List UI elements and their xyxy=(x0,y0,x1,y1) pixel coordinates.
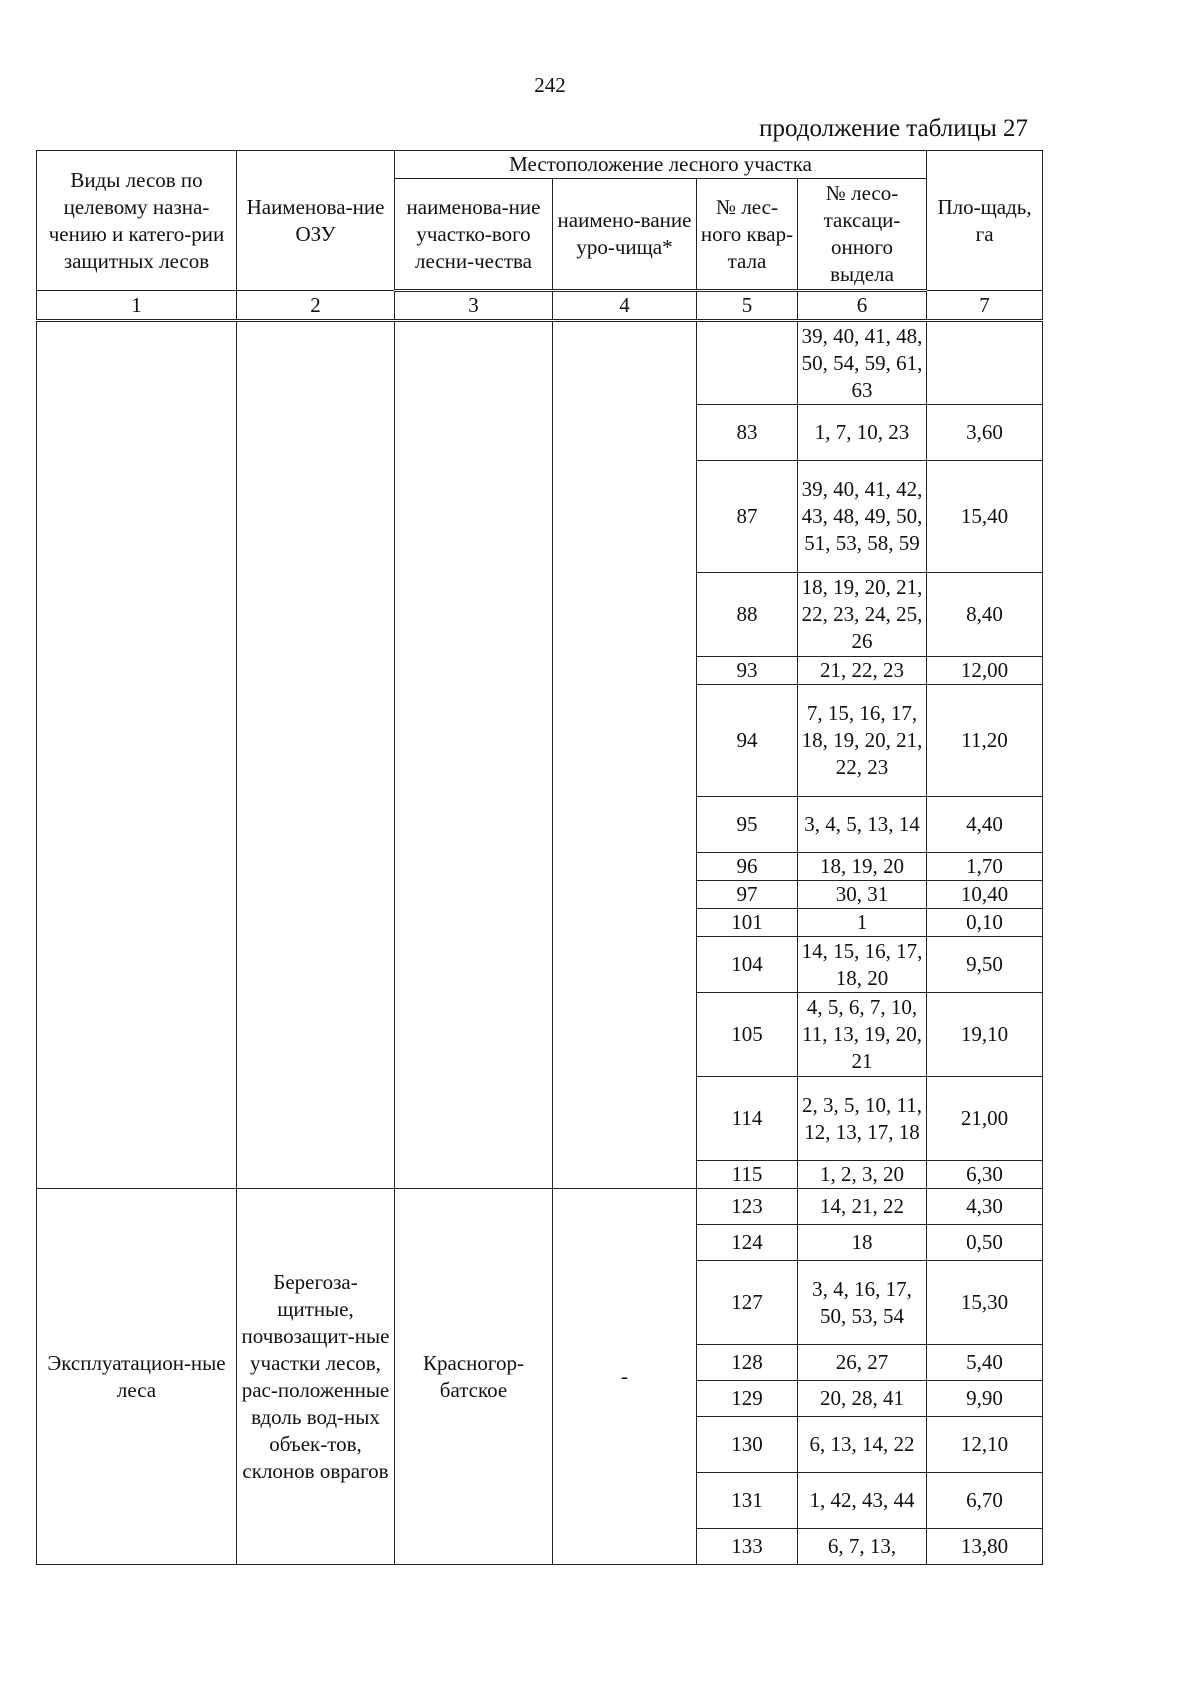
quarter-number-cell: 128 xyxy=(697,1345,798,1381)
area-cell: 6,70 xyxy=(927,1473,1043,1529)
area-cell: 21,00 xyxy=(927,1077,1043,1161)
plot-numbers-cell: 18 xyxy=(798,1225,927,1261)
area-cell: 5,40 xyxy=(927,1345,1043,1381)
quarter-number-cell: 131 xyxy=(697,1473,798,1529)
quarter-number-cell: 130 xyxy=(697,1417,798,1473)
quarter-number-cell: 83 xyxy=(697,405,798,461)
header-forestry-name: наименова-ние участко-вого лесни-чества xyxy=(395,179,553,291)
table-row xyxy=(37,1189,1043,1225)
plot-numbers-cell: 30, 31 xyxy=(798,881,927,909)
plot-numbers-cell: 1, 42, 43, 44 xyxy=(798,1473,927,1529)
table-row xyxy=(37,321,1043,405)
quarter-number-cell xyxy=(697,321,798,405)
quarter-number-cell: 101 xyxy=(697,909,798,937)
plot-numbers-cell: 39, 40, 41, 48, 50, 54, 59, 61, 63 xyxy=(798,321,927,405)
quarter-number-cell: 124 xyxy=(697,1225,798,1261)
column-number-5: 5 xyxy=(697,291,798,321)
column-number-6: 6 xyxy=(798,291,927,321)
quarter-number-cell: 95 xyxy=(697,797,798,853)
plot-numbers-cell: 20, 28, 41 xyxy=(798,1381,927,1417)
header-ozu-name: Наименова-ние ОЗУ xyxy=(237,151,395,291)
area-cell xyxy=(927,321,1043,405)
quarter-number-cell: 87 xyxy=(697,461,798,573)
area-cell: 1,70 xyxy=(927,853,1043,881)
quarter-number-cell: 97 xyxy=(697,881,798,909)
section1-tract-cell xyxy=(553,321,697,1189)
plot-numbers-cell: 14, 21, 22 xyxy=(798,1189,927,1225)
table-continuation-label: продолжение таблицы 27 xyxy=(759,115,1028,142)
plot-numbers-cell: 3, 4, 16, 17, 50, 53, 54 xyxy=(798,1261,927,1345)
quarter-number-cell: 114 xyxy=(697,1077,798,1161)
section1-ozu-name-cell xyxy=(237,321,395,1189)
area-cell: 4,40 xyxy=(927,797,1043,853)
area-cell: 10,40 xyxy=(927,881,1043,909)
forest-plots-table xyxy=(36,150,1043,1565)
quarter-number-cell: 93 xyxy=(697,657,798,685)
area-cell: 0,50 xyxy=(927,1225,1043,1261)
plot-numbers-cell: 4, 5, 6, 7, 10, 11, 13, 19, 20, 21 xyxy=(798,993,927,1077)
quarter-number-cell: 104 xyxy=(697,937,798,993)
quarter-number-cell: 94 xyxy=(697,685,798,797)
area-cell: 9,50 xyxy=(927,937,1043,993)
quarter-number-cell: 96 xyxy=(697,853,798,881)
plot-numbers-cell: 39, 40, 41, 42, 43, 48, 49, 50, 51, 53, 58, 59 xyxy=(798,461,927,573)
plot-numbers-cell: 18, 19, 20 xyxy=(798,853,927,881)
plot-numbers-cell: 1, 7, 10, 23 xyxy=(798,405,927,461)
plot-numbers-cell: 1, 2, 3, 20 xyxy=(798,1161,927,1189)
area-cell: 4,30 xyxy=(927,1189,1043,1225)
tract-name-cell: - xyxy=(553,1189,697,1565)
quarter-number-cell: 129 xyxy=(697,1381,798,1417)
column-number-3: 3 xyxy=(395,291,553,321)
header-quarter-number: № лес-ного квар-тала xyxy=(697,179,798,291)
forest-type-cell: Эксплуатацион-ные леса xyxy=(37,1189,237,1565)
table-body xyxy=(37,321,1043,1565)
column-number-2: 2 xyxy=(237,291,395,321)
header-area: Пло-щадь, га xyxy=(927,151,1043,291)
quarter-number-cell: 105 xyxy=(697,993,798,1077)
plot-numbers-cell: 2, 3, 5, 10, 11, 12, 13, 17, 18 xyxy=(798,1077,927,1161)
area-cell: 12,00 xyxy=(927,657,1043,685)
area-cell: 3,60 xyxy=(927,405,1043,461)
area-cell: 15,30 xyxy=(927,1261,1043,1345)
quarter-number-cell: 133 xyxy=(697,1529,798,1565)
column-number-1: 1 xyxy=(37,291,237,321)
column-number-4: 4 xyxy=(553,291,697,321)
area-cell: 19,10 xyxy=(927,993,1043,1077)
plot-numbers-cell: 6, 13, 14, 22 xyxy=(798,1417,927,1473)
area-cell: 9,90 xyxy=(927,1381,1043,1417)
plot-numbers-cell: 14, 15, 16, 17, 18, 20 xyxy=(798,937,927,993)
plot-numbers-cell: 6, 7, 13, xyxy=(798,1529,927,1565)
section1-forest-type-cell xyxy=(37,321,237,1189)
forestry-name-cell: Красногор-батское xyxy=(395,1189,553,1565)
plot-numbers-cell: 3, 4, 5, 13, 14 xyxy=(798,797,927,853)
quarter-number-cell: 88 xyxy=(697,573,798,657)
ozu-name-cell: Берегоза-щитные, почвозащит-ные участки лесов, рас-положенные вдоль вод-ных объек-тов, склонов оврагов xyxy=(237,1189,395,1565)
header-plot-numbers: № лесо-таксаци-онного выдела xyxy=(798,179,927,291)
area-cell: 15,40 xyxy=(927,461,1043,573)
area-cell: 0,10 xyxy=(927,909,1043,937)
area-cell: 11,20 xyxy=(927,685,1043,797)
section1-forestry-cell xyxy=(395,321,553,1189)
plot-numbers-cell: 7, 15, 16, 17, 18, 19, 20, 21, 22, 23 xyxy=(798,685,927,797)
header-tract-name: наимено-вание уро-чища* xyxy=(553,179,697,291)
area-cell: 12,10 xyxy=(927,1417,1043,1473)
plot-numbers-cell: 1 xyxy=(798,909,927,937)
quarter-number-cell: 123 xyxy=(697,1189,798,1225)
area-cell: 13,80 xyxy=(927,1529,1043,1565)
area-cell: 8,40 xyxy=(927,573,1043,657)
column-number-7: 7 xyxy=(927,291,1043,321)
header-location-group: Местоположение лесного участка xyxy=(395,151,927,179)
plot-numbers-cell: 26, 27 xyxy=(798,1345,927,1381)
quarter-number-cell: 127 xyxy=(697,1261,798,1345)
plot-numbers-cell: 21, 22, 23 xyxy=(798,657,927,685)
header-forest-type: Виды лесов по целевому назна-чению и катего-рии защитных лесов xyxy=(37,151,237,291)
quarter-number-cell: 115 xyxy=(697,1161,798,1189)
plot-numbers-cell: 18, 19, 20, 21, 22, 23, 24, 25, 26 xyxy=(798,573,927,657)
area-cell: 6,30 xyxy=(927,1161,1043,1189)
page-number: 242 xyxy=(534,73,566,97)
